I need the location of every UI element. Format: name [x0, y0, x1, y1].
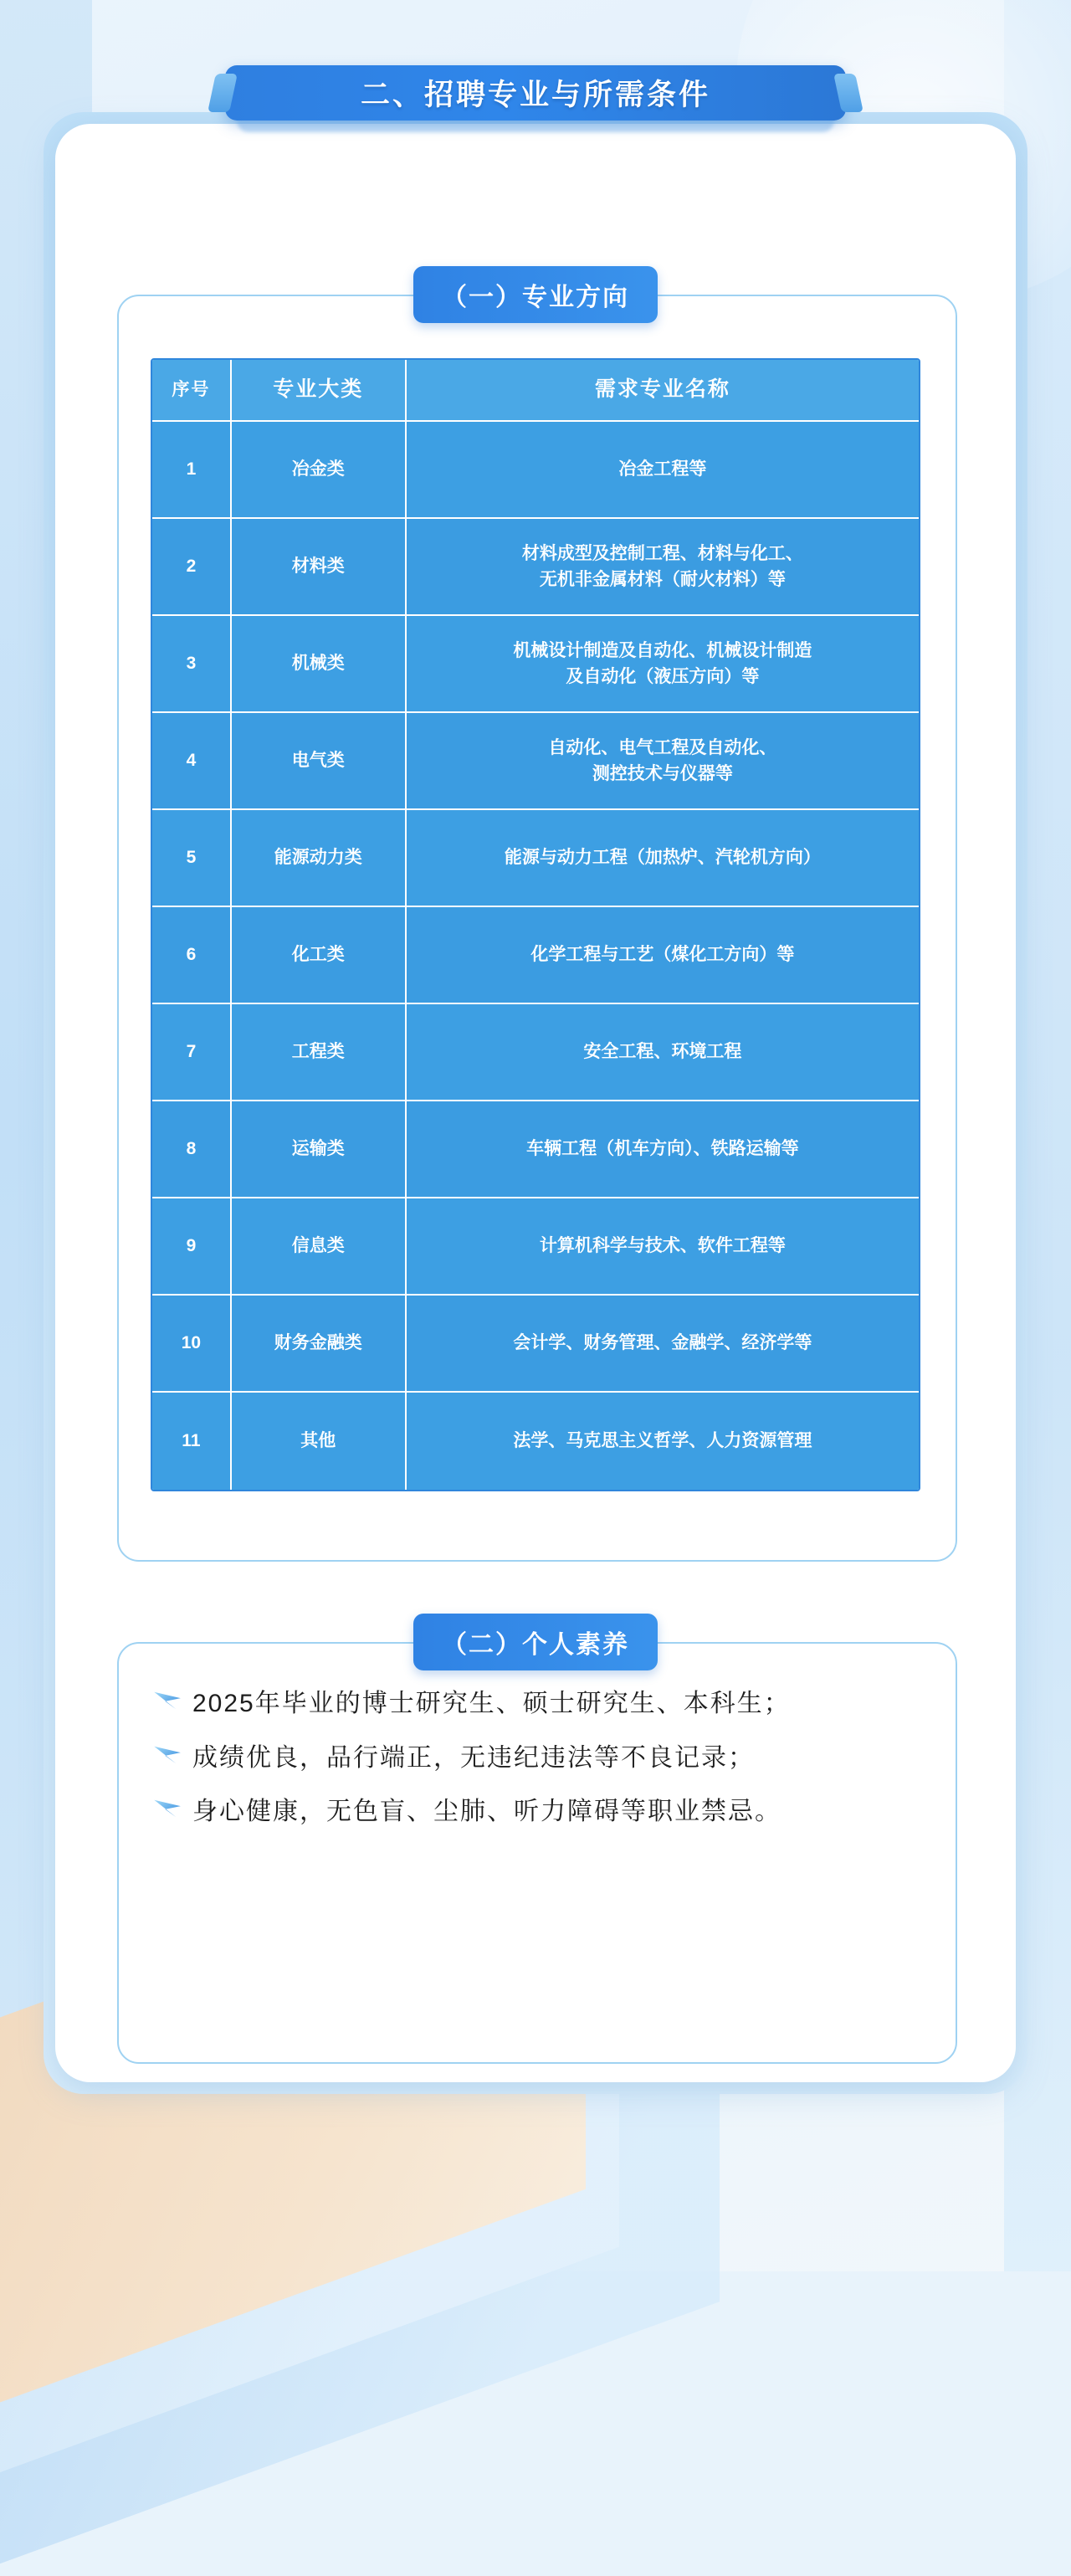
table-cell-category: 财务金融类: [232, 1296, 407, 1393]
table-row: [152, 1101, 919, 1198]
section-label-majors: （一）专业方向: [413, 266, 658, 323]
table-cell-majors: 安全工程、环境工程: [407, 1004, 919, 1101]
table-row: [152, 519, 919, 616]
table-cell-category: 其他: [232, 1393, 407, 1490]
table-cell-category: 化工类: [232, 907, 407, 1004]
table-cell-category: 工程类: [232, 1004, 407, 1101]
table-cell-category: 信息类: [232, 1198, 407, 1296]
table-row: [152, 1296, 919, 1393]
table-row: [152, 810, 919, 907]
table-header: [152, 360, 919, 422]
table-cell-category: 材料类: [232, 519, 407, 616]
header-banner: [225, 65, 846, 121]
table-header-row: [152, 360, 919, 422]
table-cell-category: 冶金类: [232, 422, 407, 519]
quality-item: [134, 1684, 937, 1725]
table-cell-majors: 法学、马克思主义哲学、人力资源管理: [407, 1393, 919, 1490]
table-cell-category: 电气类: [232, 713, 407, 810]
table-cell-category: 运输类: [232, 1101, 407, 1198]
table-row: [152, 1198, 919, 1296]
table-body: [152, 422, 919, 1490]
table-cell-index: 6: [152, 907, 232, 1004]
table-cell-majors: 车辆工程（机车方向）、铁路运输等: [407, 1101, 919, 1198]
table-header-category: 专业大类: [232, 360, 407, 422]
table-row: [152, 713, 919, 810]
table-cell-majors: 会计学、财务管理、金融学、经济学等: [407, 1296, 919, 1393]
quality-item-text: 成绩优良，品行端正，无违纪违法等不良记录；: [192, 1743, 755, 1772]
table-cell-category: 机械类: [232, 616, 407, 713]
header-banner-body: [225, 65, 846, 121]
table-cell-majors: 材料成型及控制工程、材料与化工、 无机非金属材料（耐火材料）等: [407, 519, 919, 616]
table-header-majors: 需求专业名称: [407, 360, 919, 422]
table-cell-index: 1: [152, 422, 232, 519]
quality-list: [134, 1684, 937, 1846]
majors-table: [151, 358, 920, 1491]
table-cell-category: 能源动力类: [232, 810, 407, 907]
table-row: [152, 1393, 919, 1490]
table-cell-majors: 能源与动力工程（加热炉、汽轮机方向）: [407, 810, 919, 907]
table-cell-index: 5: [152, 810, 232, 907]
table-cell-majors: 机械设计制造及自动化、机械设计制造 及自动化（液压方向）等: [407, 616, 919, 713]
table-row: [152, 422, 919, 519]
page-title: 二、招聘专业与所需条件: [360, 79, 710, 111]
arrow-marker-icon: [152, 1689, 184, 1711]
quality-item-text: 2025年毕业的博士研究生、硕士研究生、本科生；: [192, 1690, 791, 1717]
table-cell-index: 8: [152, 1101, 232, 1198]
table-cell-majors: 化学工程与工艺（煤化工方向）等: [407, 907, 919, 1004]
arrow-marker-icon: [152, 1797, 184, 1819]
table-row: [152, 907, 919, 1004]
table-cell-index: 4: [152, 713, 232, 810]
table-cell-index: 10: [152, 1296, 232, 1393]
quality-item: [134, 1792, 937, 1833]
quality-item-text: 身心健康，无色盲、尘肺、听力障碍等职业禁忌。: [192, 1798, 781, 1826]
table-cell-index: 2: [152, 519, 232, 616]
table-cell-majors: 自动化、电气工程及自动化、 测控技术与仪器等: [407, 713, 919, 810]
table-header-index: 序号: [152, 360, 232, 422]
arrow-marker-icon: [152, 1743, 184, 1765]
quality-item: [134, 1738, 937, 1779]
table-cell-majors: 计算机科学与技术、软件工程等: [407, 1198, 919, 1296]
table-cell-index: 9: [152, 1198, 232, 1296]
table-cell-index: 3: [152, 616, 232, 713]
table-row: [152, 1004, 919, 1101]
table-cell-majors: 冶金工程等: [407, 422, 919, 519]
table-cell-index: 7: [152, 1004, 232, 1101]
table-row: [152, 616, 919, 713]
section-label-quality: （二）个人素养: [413, 1614, 658, 1670]
table-cell-index: 11: [152, 1393, 232, 1490]
